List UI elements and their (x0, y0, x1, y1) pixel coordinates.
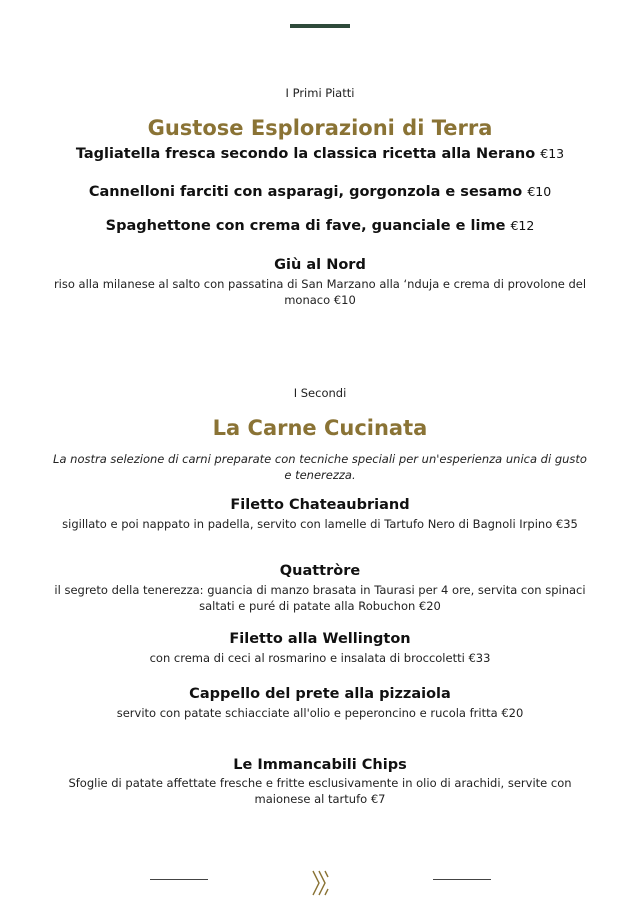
dish-price: €13 (540, 146, 565, 161)
dish-name: Cannelloni farciti con asparagi, gorgonzola e sesamo (88, 184, 523, 200)
dish-description: con crema di ceci al rosmarino e insalata di broccoletti €33 (149, 651, 491, 665)
footer-rule-left (150, 879, 208, 880)
dish-name: Tagliatella fresca secondo la classica ricetta alla Nerano (75, 146, 536, 162)
footer-rule-right (433, 879, 491, 880)
top-divider (290, 24, 350, 28)
section-label-secondi: I Secondi (293, 386, 347, 400)
section-title-primi: Gustose Esplorazioni di Terra (147, 116, 493, 140)
dish-line (0, 184, 640, 200)
section-intro: La nostra selezione di carni preparate con tecniche speciali per un'esperienza unica di gusto e tenerezza. (53, 452, 587, 482)
dish-name: Quattròre (279, 563, 361, 579)
dish-name: Filetto alla Wellington (229, 631, 411, 647)
dish-line (0, 218, 640, 234)
dish-price: €12 (510, 218, 535, 233)
dish-name: Spaghettone con crema di fave, guanciale e lime (105, 218, 506, 234)
dish-line (0, 146, 640, 162)
dish-price: €10 (527, 184, 552, 199)
dish-description: riso alla milanese al salto con passatina di San Marzano alla ‘nduja e crema di provolone del monaco €10 (53, 277, 587, 307)
dish-name: Cappello del prete alla pizzaiola (189, 686, 451, 702)
dish-description: Sfoglie di patate affettate fresche e fritte esclusivamente in olio di arachidi, servite con maionese al tartufo €7 (68, 776, 572, 806)
dish-name: Giù al Nord (274, 257, 366, 273)
dish-description: il segreto della tenerezza: guancia di manzo brasata in Taurasi per 4 ore, servita con spinaci saltati e puré di patate alla Robuchon €20 (54, 583, 586, 613)
section-label-primi: I Primi Piatti (285, 86, 355, 100)
logo-icon (307, 868, 333, 902)
dish-description: servito con patate schiacciate all'olio e peperoncino e rucola fritta €20 (116, 706, 524, 720)
dish-name: Le Immancabili Chips (233, 757, 407, 773)
dish-description: sigillato e poi nappato in padella, servito con lamelle di Tartufo Nero di Bagnoli Irpino €35 (62, 517, 578, 531)
section-title-secondi: La Carne Cucinata (212, 416, 428, 440)
dish-name: Filetto Chateaubriand (230, 497, 410, 513)
